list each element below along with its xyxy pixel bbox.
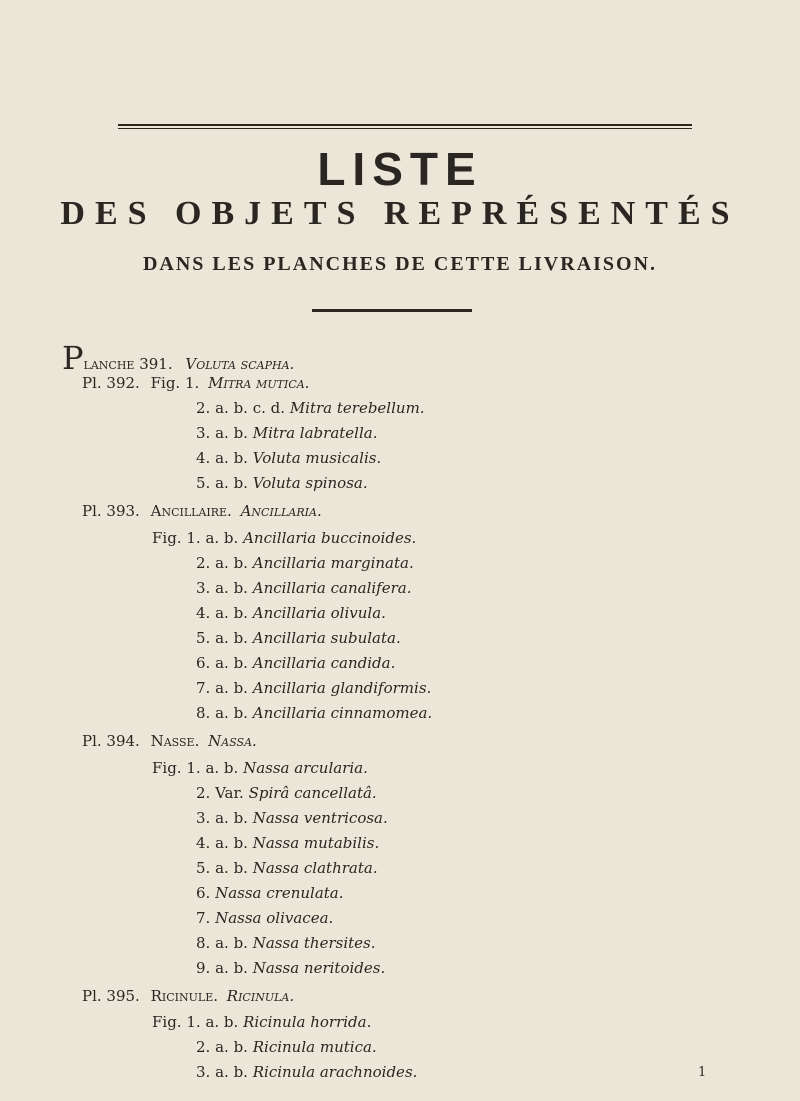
list-item: 2. Var. Spirâ cancellatâ. bbox=[196, 784, 377, 802]
list-item: 5. a. b. Voluta spinosa. bbox=[196, 474, 368, 492]
page-subheading: DANS LES PLANCHES DE CETTE LIVRAISON. bbox=[142, 253, 658, 275]
list-item: 8. a. b. Nassa thersites. bbox=[196, 934, 376, 952]
list-item: Pl. 395. Ricinule. Ricinula. bbox=[82, 987, 295, 1005]
list-item: 4. a. b. Voluta musicalis. bbox=[196, 449, 382, 467]
list-item: 3. a. b. Mitra labratella. bbox=[196, 424, 378, 442]
middle-rule bbox=[312, 309, 472, 312]
list-item: 4. a. b. Nassa mutabilis. bbox=[196, 834, 380, 852]
page-subtitle: DES OBJETS REPRÉSENTÉS bbox=[60, 195, 740, 232]
list-item: 9. a. b. Nassa neritoides. bbox=[196, 959, 386, 977]
list-item: 2. a. b. c. d. Mitra terebellum. bbox=[196, 399, 425, 417]
list-item: 5. a. b. Nassa clathrata. bbox=[196, 859, 378, 877]
list-item: 7. Nassa olivacea. bbox=[196, 909, 334, 927]
list-item: 3. a. b. Nassa ventricosa. bbox=[196, 809, 388, 827]
list-item: Pl. 393. Ancillaire. Ancillaria. bbox=[82, 502, 322, 520]
list-item: Fig. 1. a. b. Ricinula horrida. bbox=[152, 1013, 372, 1031]
top-rule bbox=[118, 124, 692, 129]
list-item: 2. a. b. Ancillaria marginata. bbox=[196, 554, 414, 572]
list-item: 3. a. b. Ancillaria canalifera. bbox=[196, 579, 412, 597]
list-item: Fig. 1. a. b. Ancillaria buccinoides. bbox=[152, 529, 417, 547]
list-item: 8. a. b. Ancillaria cinnamomea. bbox=[196, 704, 433, 722]
list-item: Pl. 392. Fig. 1. Mitra mutica. bbox=[82, 374, 310, 392]
list-item: 4. a. b. Ancillaria olivula. bbox=[196, 604, 386, 622]
list-item: 6. Nassa crenulata. bbox=[196, 884, 344, 902]
list-item: Fig. 1. a. b. Nassa arcularia. bbox=[152, 759, 368, 777]
page-number: 1 bbox=[698, 1065, 707, 1080]
list-item: Planche 391. Voluta scapha. bbox=[62, 339, 295, 377]
list-item: 5. a. b. Ancillaria subulata. bbox=[196, 629, 401, 647]
list-item: 7. a. b. Ancillaria glandiformis. bbox=[196, 679, 432, 697]
list-item: 6. a. b. Ancillaria candida. bbox=[196, 654, 396, 672]
page-title: LISTE bbox=[317, 143, 483, 195]
list-item: 3. a. b. Ricinula arachnoides. bbox=[196, 1063, 418, 1081]
list-item: 2. a. b. Ricinula mutica. bbox=[196, 1038, 377, 1056]
list-item: Pl. 394. Nasse. Nassa. bbox=[82, 732, 257, 750]
